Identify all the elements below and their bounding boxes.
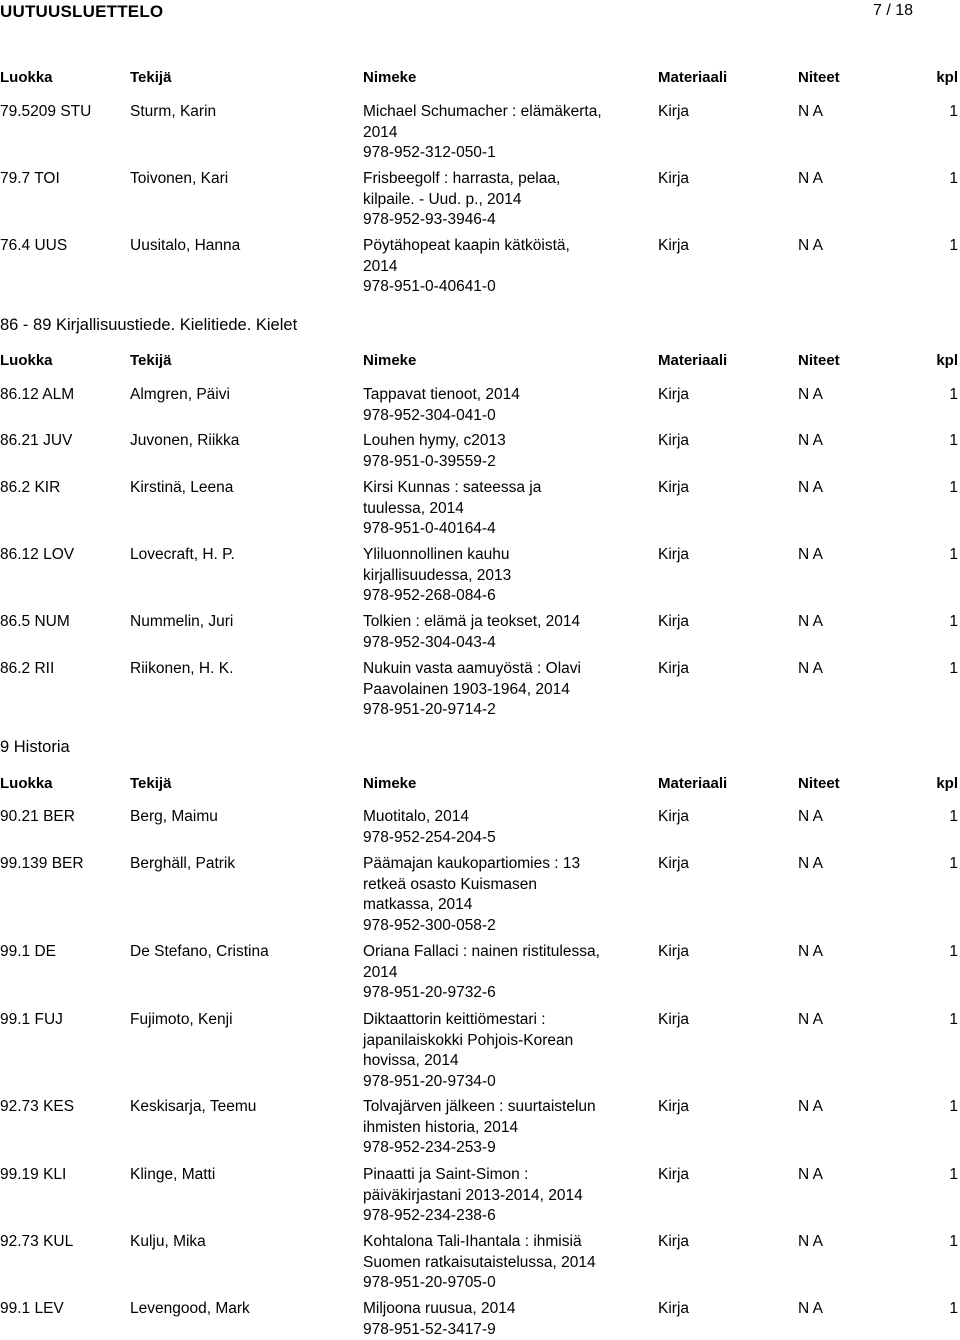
title-text: Oriana Fallaci : nainen ristitulessa, bbox=[363, 942, 653, 963]
col-kpl-header: kpl bbox=[936, 351, 958, 371]
title-text: japanilaiskokki Pohjois-Korean bbox=[363, 1031, 653, 1052]
title-cell bbox=[363, 854, 653, 936]
col-luokka-cell: 86.21 JUV bbox=[0, 431, 72, 451]
col-luokka-cell: 92.73 KES bbox=[0, 1097, 74, 1117]
col-tekija-cell: Berg, Maimu bbox=[130, 807, 218, 827]
col-kpl-cell: 1 bbox=[949, 545, 958, 565]
col-luokka-cell: 99.19 KLI bbox=[0, 1165, 66, 1185]
col-tekija-cell: Sturm, Karin bbox=[130, 102, 216, 122]
col-tekija-cell: Riikonen, H. K. bbox=[130, 659, 233, 679]
col-kpl-cell: 1 bbox=[949, 478, 958, 498]
isbn: 978-952-300-058-2 bbox=[363, 916, 653, 937]
title-text: Nukuin vasta aamuyöstä : Olavi bbox=[363, 659, 653, 680]
col-tekija-cell: Juvonen, Riikka bbox=[130, 431, 239, 451]
col-niteet-cell: N A bbox=[798, 1097, 823, 1117]
col-kpl-cell: 1 bbox=[949, 942, 958, 962]
title-text: hovissa, 2014 bbox=[363, 1051, 653, 1072]
col-materiaali-cell: Kirja bbox=[658, 1232, 689, 1252]
col-niteet-cell: N A bbox=[798, 807, 823, 827]
col-materiaali-cell: Kirja bbox=[658, 1010, 689, 1030]
col-niteet-cell: N A bbox=[798, 102, 823, 122]
col-niteet-cell: N A bbox=[798, 236, 823, 256]
catalog-title: UUTUUSLUETTELO bbox=[0, 2, 163, 22]
isbn: 978-951-52-3417-9 bbox=[363, 1320, 653, 1340]
col-tekija-cell: Keskisarja, Teemu bbox=[130, 1097, 256, 1117]
title-text: Päämajan kaukopartiomies : 13 bbox=[363, 854, 653, 875]
title-text: 2014 bbox=[363, 963, 653, 984]
col-luokka-cell: 79.5209 STU bbox=[0, 102, 91, 122]
col-tekija-cell: De Stefano, Cristina bbox=[130, 942, 269, 962]
col-materiaali-cell: Kirja bbox=[658, 236, 689, 256]
col-niteet-cell: N A bbox=[798, 854, 823, 874]
col-nimeke-header: Nimeke bbox=[363, 68, 653, 88]
isbn: 978-951-20-9734-0 bbox=[363, 1072, 653, 1093]
title-text: Michael Schumacher : elämäkerta, bbox=[363, 102, 653, 123]
col-tekija-cell: Klinge, Matti bbox=[130, 1165, 215, 1185]
title-cell bbox=[363, 1165, 653, 1227]
col-luokka-cell: 86.2 RII bbox=[0, 659, 54, 679]
col-luokka-cell: 99.139 BER bbox=[0, 854, 84, 874]
col-niteet-cell: N A bbox=[798, 545, 823, 565]
title-text: Pinaatti ja Saint-Simon : bbox=[363, 1165, 653, 1186]
col-tekija-cell: Kirstinä, Leena bbox=[130, 478, 233, 498]
title-cell bbox=[363, 545, 653, 607]
column-header-row bbox=[0, 68, 960, 90]
title-text: Tolkien : elämä ja teokset, 2014 bbox=[363, 612, 653, 633]
col-luokka-header: Luokka bbox=[0, 774, 53, 794]
col-materiaali-cell: Kirja bbox=[658, 545, 689, 565]
col-niteet-cell: N A bbox=[798, 612, 823, 632]
col-tekija-header: Tekijä bbox=[130, 774, 171, 794]
isbn: 978-951-20-9705-0 bbox=[363, 1273, 653, 1294]
title-cell bbox=[363, 1232, 653, 1294]
col-luokka-header: Luokka bbox=[0, 351, 53, 371]
col-niteet-cell: N A bbox=[798, 1299, 823, 1319]
title-text: Suomen ratkaisutaistelussa, 2014 bbox=[363, 1253, 653, 1274]
col-materiaali-header: Materiaali bbox=[658, 774, 727, 794]
title-text: Diktaattorin keittiömestari : bbox=[363, 1010, 653, 1031]
col-materiaali-cell: Kirja bbox=[658, 431, 689, 451]
title-text: 2014 bbox=[363, 257, 653, 278]
col-tekija-cell: Uusitalo, Hanna bbox=[130, 236, 240, 256]
title-text: retkeä osasto Kuismasen bbox=[363, 875, 653, 896]
title-text: 2014 bbox=[363, 123, 653, 144]
col-luokka-cell: 86.12 ALM bbox=[0, 385, 74, 405]
col-materiaali-cell: Kirja bbox=[658, 385, 689, 405]
title-cell bbox=[363, 431, 653, 472]
col-luokka-cell: 99.1 FUJ bbox=[0, 1010, 63, 1030]
title-text: Miljoona ruusua, 2014 bbox=[363, 1299, 653, 1320]
isbn: 978-952-268-084-6 bbox=[363, 586, 653, 607]
col-kpl-cell: 1 bbox=[949, 236, 958, 256]
isbn: 978-952-304-043-4 bbox=[363, 633, 653, 654]
col-kpl-cell: 1 bbox=[949, 1232, 958, 1252]
isbn: 978-951-0-40641-0 bbox=[363, 277, 653, 298]
col-tekija-cell: Kulju, Mika bbox=[130, 1232, 206, 1252]
col-luokka-cell: 86.2 KIR bbox=[0, 478, 60, 498]
col-kpl-cell: 1 bbox=[949, 1165, 958, 1185]
title-text: Tolvajärven jälkeen : suurtaistelun bbox=[363, 1097, 653, 1118]
col-kpl-cell: 1 bbox=[949, 1299, 958, 1319]
col-niteet-cell: N A bbox=[798, 385, 823, 405]
isbn: 978-952-93-3946-4 bbox=[363, 210, 653, 231]
col-tekija-header: Tekijä bbox=[130, 351, 171, 371]
col-materiaali-cell: Kirja bbox=[658, 102, 689, 122]
col-luokka-cell: 90.21 BER bbox=[0, 807, 75, 827]
col-tekija-cell: Toivonen, Kari bbox=[130, 169, 228, 189]
title-text: kirjallisuudessa, 2013 bbox=[363, 566, 653, 587]
col-luokka-cell: 79.7 TOI bbox=[0, 169, 60, 189]
title-text: Frisbeegolf : harrasta, pelaa, bbox=[363, 169, 653, 190]
title-text: Kohtalona Tali-Ihantala : ihmisiä bbox=[363, 1232, 653, 1253]
col-kpl-cell: 1 bbox=[949, 612, 958, 632]
title-text: Louhen hymy, c2013 bbox=[363, 431, 653, 452]
col-kpl-cell: 1 bbox=[949, 169, 958, 189]
col-materiaali-cell: Kirja bbox=[658, 1097, 689, 1117]
title-text: Paavolainen 1903-1964, 2014 bbox=[363, 680, 653, 701]
col-kpl-header: kpl bbox=[936, 774, 958, 794]
col-tekija-cell: Berghäll, Patrik bbox=[130, 854, 235, 874]
col-kpl-cell: 1 bbox=[949, 807, 958, 827]
col-niteet-cell: N A bbox=[798, 942, 823, 962]
col-materiaali-cell: Kirja bbox=[658, 1165, 689, 1185]
column-header-row bbox=[0, 351, 960, 373]
col-materiaali-cell: Kirja bbox=[658, 854, 689, 874]
col-tekija-cell: Levengood, Mark bbox=[130, 1299, 250, 1319]
col-luokka-cell: 76.4 UUS bbox=[0, 236, 67, 256]
section-title: 9 Historia bbox=[0, 738, 70, 757]
title-text: matkassa, 2014 bbox=[363, 895, 653, 916]
col-niteet-cell: N A bbox=[798, 169, 823, 189]
col-niteet-header: Niteet bbox=[798, 351, 840, 371]
col-nimeke-header: Nimeke bbox=[363, 774, 653, 794]
title-cell bbox=[363, 942, 653, 1004]
col-niteet-cell: N A bbox=[798, 431, 823, 451]
col-tekija-cell: Fujimoto, Kenji bbox=[130, 1010, 233, 1030]
col-tekija-cell: Lovecraft, H. P. bbox=[130, 545, 235, 565]
col-kpl-cell: 1 bbox=[949, 385, 958, 405]
col-materiaali-header: Materiaali bbox=[658, 351, 727, 371]
title-cell bbox=[363, 612, 653, 653]
col-materiaali-cell: Kirja bbox=[658, 659, 689, 679]
isbn: 978-952-312-050-1 bbox=[363, 143, 653, 164]
col-kpl-cell: 1 bbox=[949, 431, 958, 451]
col-kpl-cell: 1 bbox=[949, 1010, 958, 1030]
title-text: kilpaile. - Uud. p., 2014 bbox=[363, 190, 653, 211]
isbn: 978-952-254-204-5 bbox=[363, 828, 653, 849]
col-niteet-cell: N A bbox=[798, 478, 823, 498]
col-tekija-cell: Almgren, Päivi bbox=[130, 385, 230, 405]
col-kpl-header: kpl bbox=[936, 68, 958, 88]
isbn: 978-951-20-9732-6 bbox=[363, 983, 653, 1004]
title-cell bbox=[363, 169, 653, 231]
col-niteet-header: Niteet bbox=[798, 68, 840, 88]
title-text: Kirsi Kunnas : sateessa ja bbox=[363, 478, 653, 499]
col-niteet-cell: N A bbox=[798, 1165, 823, 1185]
col-tekija-cell: Nummelin, Juri bbox=[130, 612, 233, 632]
title-text: päiväkirjastani 2013-2014, 2014 bbox=[363, 1186, 653, 1207]
title-text: Tappavat tienoot, 2014 bbox=[363, 385, 653, 406]
col-kpl-cell: 1 bbox=[949, 1097, 958, 1117]
isbn: 978-951-0-39559-2 bbox=[363, 452, 653, 473]
page-header bbox=[0, 0, 960, 26]
title-cell bbox=[363, 102, 653, 164]
section-title: 86 - 89 Kirjallisuustiede. Kielitiede. Kielet bbox=[0, 316, 297, 335]
isbn: 978-952-234-253-9 bbox=[363, 1138, 653, 1159]
col-kpl-cell: 1 bbox=[949, 659, 958, 679]
col-niteet-cell: N A bbox=[798, 1232, 823, 1252]
col-kpl-cell: 1 bbox=[949, 102, 958, 122]
col-luokka-cell: 99.1 DE bbox=[0, 942, 56, 962]
page-number: 7 / 18 bbox=[873, 2, 913, 20]
col-nimeke-header: Nimeke bbox=[363, 351, 653, 371]
isbn: 978-952-234-238-6 bbox=[363, 1206, 653, 1227]
col-luokka-header: Luokka bbox=[0, 68, 53, 88]
column-header-row bbox=[0, 774, 960, 796]
title-text: ihmisten historia, 2014 bbox=[363, 1118, 653, 1139]
col-luokka-cell: 99.1 LEV bbox=[0, 1299, 64, 1319]
col-materiaali-cell: Kirja bbox=[658, 942, 689, 962]
col-niteet-cell: N A bbox=[798, 1010, 823, 1030]
col-materiaali-cell: Kirja bbox=[658, 478, 689, 498]
col-materiaali-cell: Kirja bbox=[658, 807, 689, 827]
col-materiaali-cell: Kirja bbox=[658, 612, 689, 632]
isbn: 978-952-304-041-0 bbox=[363, 406, 653, 427]
col-materiaali-cell: Kirja bbox=[658, 1299, 689, 1319]
title-cell bbox=[363, 1010, 653, 1092]
col-luokka-cell: 86.12 LOV bbox=[0, 545, 74, 565]
title-text: Yliluonnollinen kauhu bbox=[363, 545, 653, 566]
col-tekija-header: Tekijä bbox=[130, 68, 171, 88]
isbn: 978-951-20-9714-2 bbox=[363, 700, 653, 721]
title-text: Pöytähopeat kaapin kätköistä, bbox=[363, 236, 653, 257]
title-cell bbox=[363, 478, 653, 540]
title-cell bbox=[363, 236, 653, 298]
title-cell bbox=[363, 1299, 653, 1340]
title-cell bbox=[363, 1097, 653, 1159]
col-niteet-cell: N A bbox=[798, 659, 823, 679]
title-text: Muotitalo, 2014 bbox=[363, 807, 653, 828]
title-cell bbox=[363, 385, 653, 426]
title-cell bbox=[363, 659, 653, 721]
col-materiaali-cell: Kirja bbox=[658, 169, 689, 189]
isbn: 978-951-0-40164-4 bbox=[363, 519, 653, 540]
col-luokka-cell: 92.73 KUL bbox=[0, 1232, 73, 1252]
title-text: tuulessa, 2014 bbox=[363, 499, 653, 520]
col-materiaali-header: Materiaali bbox=[658, 68, 727, 88]
col-niteet-header: Niteet bbox=[798, 774, 840, 794]
col-kpl-cell: 1 bbox=[949, 854, 958, 874]
col-luokka-cell: 86.5 NUM bbox=[0, 612, 70, 632]
title-cell bbox=[363, 807, 653, 848]
